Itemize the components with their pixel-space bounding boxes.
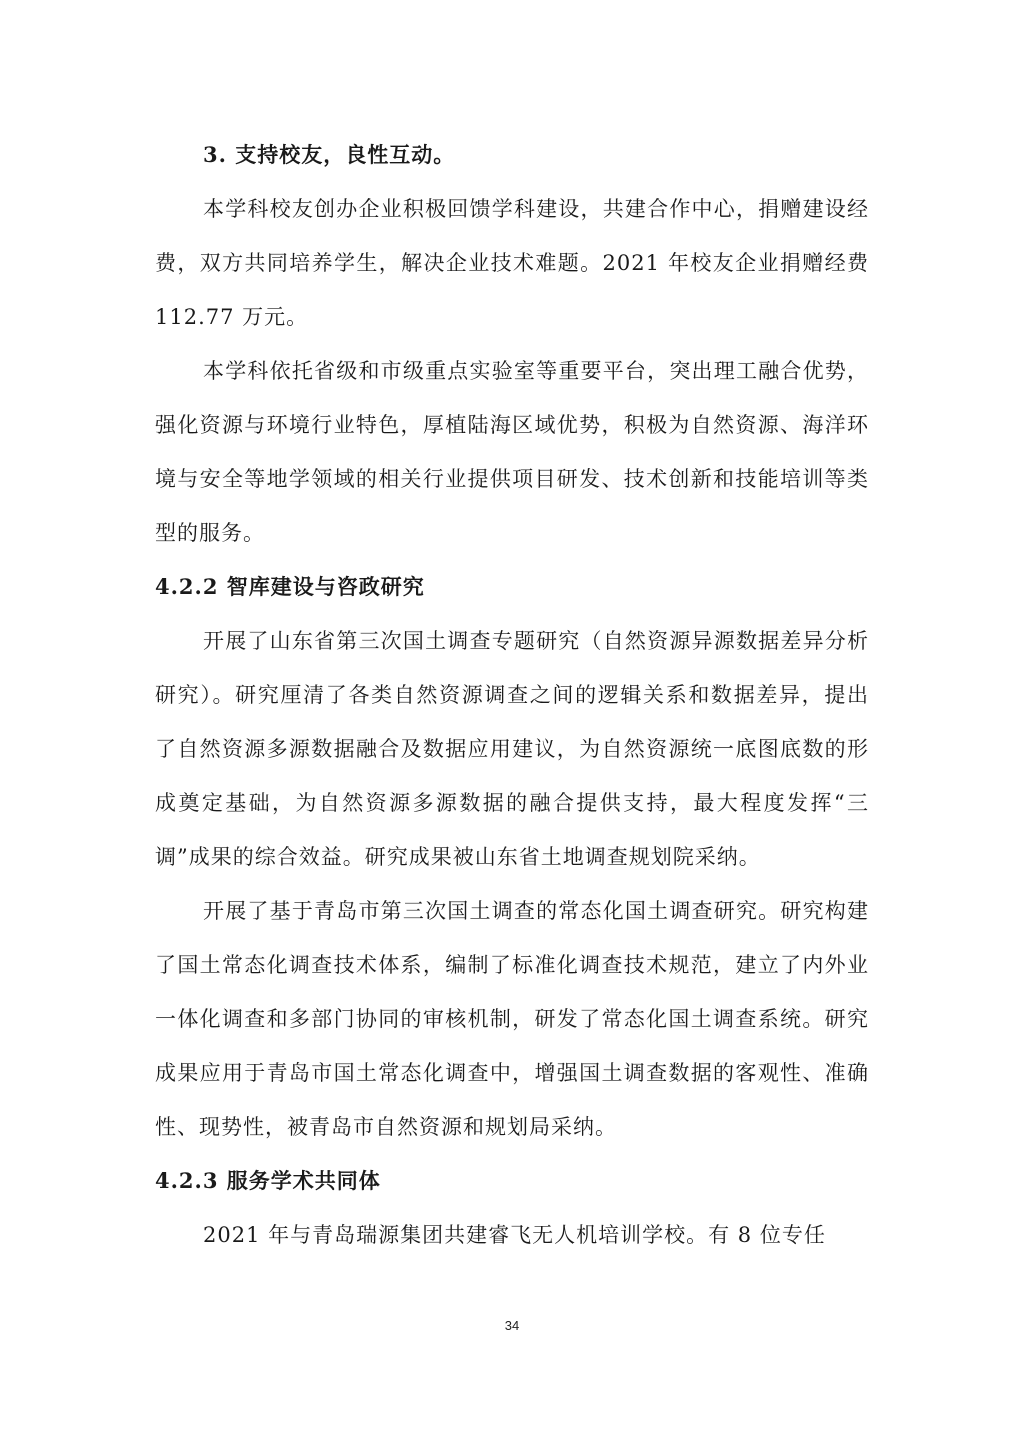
paragraph-drone-school: 2021 年与青岛瑞源集团共建睿飞无人机培训学校。有 8 位专任 [203,1223,826,1247]
section-heading-alumni: 3. 支持校友，良性互动。 [203,142,456,167]
page-content [155,128,869,1262]
section-heading-academic-community: 4.2.3 服务学术共同体 [155,1168,381,1193]
page-number: 34 [504,1318,520,1333]
paragraph-qingdao-survey: 开展了基于青岛市第三次国土调查的常态化国土调查研究。研究构建了国土常态化调查技术体系，编制了标准化调查技术规范，建立了内外业一体化调查和多部门协同的审核机制，研发了常态化国土调查系统。研究成果应用于青岛市国土常态化调查中，增强国土调查数据的客观性、准确性、现势性，被青岛市自然资源和规划局采纳。 [155,899,869,1139]
paragraph-shandong-survey: 开展了山东省第三次国土调查专题研究（自然资源异源数据差异分析研究）。研究厘清了各类自然资源调查之间的逻辑关系和数据差异，提出了自然资源多源数据融合及数据应用建议，为自然资源统一底图底数的形成奠定基础，为自然资源多源数据的融合提供支持，最大程度发挥“三调”成果的综合效益。研究成果被山东省土地调查规划院采纳。 [155,629,869,869]
paragraph-alumni-donation: 本学科校友创办企业积极回馈学科建设，共建合作中心，捐赠建设经费，双方共同培养学生，解决企业技术难题。2021 年校友企业捐赠经费 112.77 万元。 [155,197,869,329]
paragraph-platform-services: 本学科依托省级和市级重点实验室等重要平台，突出理工融合优势，强化资源与环境行业特色，厚植陆海区域优势，积极为自然资源、海洋环境与安全等地学领域的相关行业提供项目研发、技术创新和技能培训等类型的服务。 [155,359,869,545]
section-heading-think-tank: 4.2.2 智库建设与咨政研究 [155,574,425,599]
